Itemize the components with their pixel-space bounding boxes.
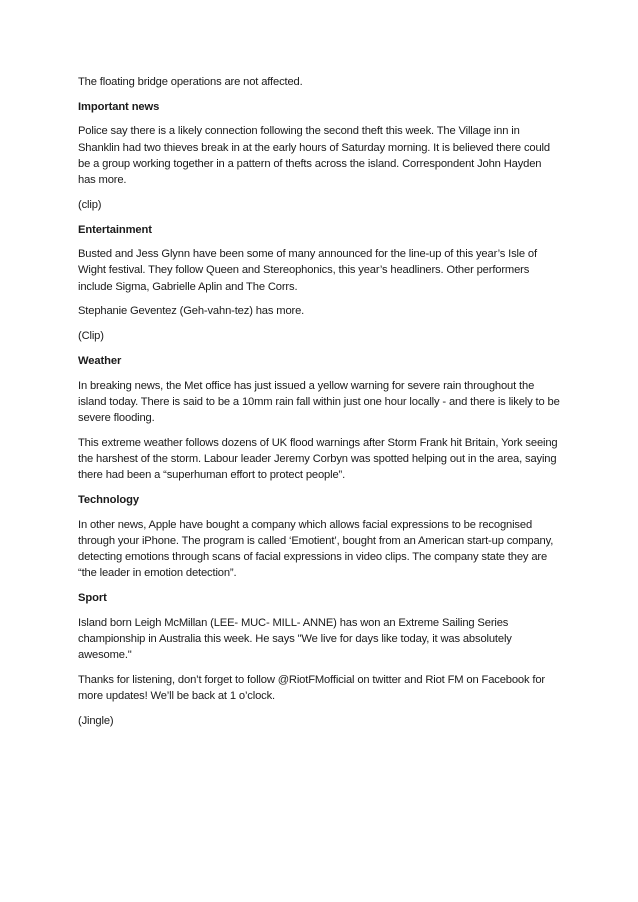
paragraph: (Clip) [78,330,104,343]
paragraph: This extreme weather follows dozens of UK flood warnings after Storm Frank hit Britain, York seeing the harshest of the storm. Labour leader Jeremy Corbyn was spotted helping out in the area, saying there had been a “superhuman effort to protect people”. [78,436,558,482]
section-heading-technology: Technology [78,493,139,506]
paragraph: In other news, Apple have bought a company which allows facial expressions to be recognised through your iPhone. The program is called ‘Emotient’, bought from an American start-up company, detecting emotions through scans of facial expressions in video clips. The company state they are “the leader in emotion detection”. [78,518,554,580]
paragraph: Police say there is a likely connection following the second theft this week. The Village inn in Shanklin had two thieves break in at the early hours of Saturday morning. It is believed there could be a group working together in a pattern of thefts across the island. Correspondent John Hayden has more. [78,125,550,186]
paragraph: (clip) [78,198,102,211]
paragraph: Stephanie Geventez (Geh-vahn-tez) has more. [78,305,305,318]
section-heading-weather: Weather [78,354,122,367]
section-heading-important-news: Important news [78,100,160,113]
document-page [78,74,560,738]
paragraph: In breaking news, the Met office has just issued a yellow warning for severe rain throughout the island today. There is said to be a 10mm rain fall within just one hour locally - and there is likely to be severe flooding. [78,379,560,424]
intro-paragraph: The floating bridge operations are not affected. [78,76,303,88]
paragraph: Busted and Jess Glynn have been some of many announced for the line-up of this year’s Isle of Wight festival. They follow Queen and Stereophonics, this year’s headliners. Other performers include Sigma, Gabrielle Aplin and The Corrs. [78,248,537,293]
paragraph: (Jingle) [78,714,114,727]
section-heading-entertainment: Entertainment [78,223,152,236]
paragraph: Island born Leigh McMillan (LEE- MUC- MILL- ANNE) has won an Extreme Sailing Series championship in Australia this week. He says "We live for days like today, it was absolutely awesome." [78,616,512,661]
section-heading-sport: Sport [78,591,107,604]
paragraph: Thanks for listening, don’t forget to follow @RiotFMofficial on twitter and Riot FM on Facebook for more updates! We’ll be back at 1 o’clock. [78,673,546,702]
